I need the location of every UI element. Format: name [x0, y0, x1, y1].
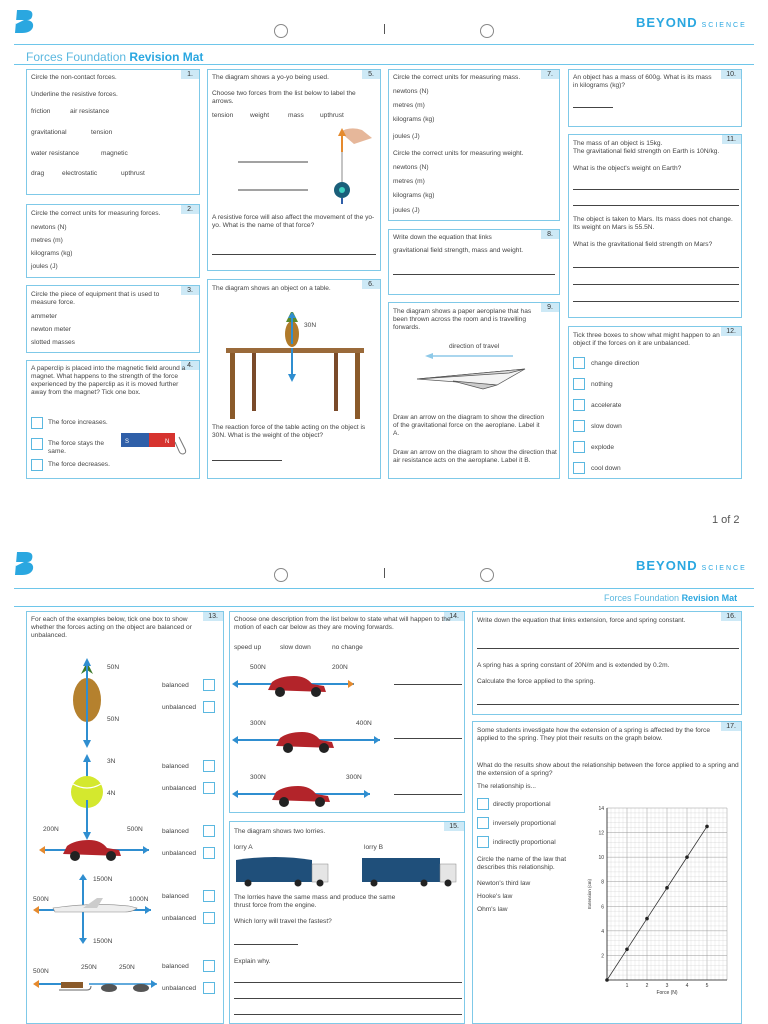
- answer-line[interactable]: [234, 982, 462, 983]
- force-label: 50N: [107, 664, 120, 671]
- prompt: What is the gravitational field strength on Mars?: [573, 241, 713, 248]
- force-label: 300N: [346, 774, 362, 781]
- answer-line[interactable]: [573, 189, 739, 190]
- unbalanced-label: unbalanced: [162, 915, 197, 922]
- force-label: 200N: [43, 826, 59, 833]
- word-option[interactable]: upthrust: [320, 112, 344, 119]
- option-label: The force stays the same.: [48, 440, 105, 455]
- unbalanced-tick-box[interactable]: [203, 701, 215, 713]
- question-number: 2.: [181, 205, 199, 214]
- question-number: 3.: [181, 286, 199, 295]
- answer-line[interactable]: [393, 274, 555, 275]
- lorry-a-diagram: [234, 856, 332, 888]
- balanced-label: balanced: [162, 963, 189, 970]
- word-option[interactable]: speed up: [234, 644, 262, 651]
- option-label: indirectly proportional: [493, 839, 556, 846]
- answer-line[interactable]: [477, 648, 739, 649]
- question-number: 7.: [541, 70, 559, 79]
- car-diagram: [232, 670, 356, 700]
- option-label: cool down: [591, 465, 621, 472]
- prompt: The gravitational field strength on Earth is 10N/kg.: [573, 148, 720, 155]
- punch-hole-left: [274, 568, 288, 582]
- answer-line[interactable]: [234, 1014, 462, 1015]
- question-number: 16.: [721, 612, 741, 621]
- y-tick-label: 2: [601, 953, 604, 960]
- balanced-label: balanced: [162, 682, 189, 689]
- balanced-label: balanced: [162, 893, 189, 900]
- option-label: The force decreases.: [48, 461, 110, 468]
- prompt: The diagram shows a paper aeroplane that has been thrown across the room and is travelling forwards.: [393, 308, 532, 331]
- question-5: [207, 69, 381, 271]
- tick-box[interactable]: [31, 438, 43, 450]
- prompt: The lorries have the same mass and produce the same thrust force from the engine.: [234, 894, 396, 909]
- balanced-tick-box[interactable]: [203, 825, 215, 837]
- option-label: The force increases.: [48, 419, 108, 426]
- force-label: 4N: [107, 790, 116, 797]
- force-label: 1500N: [93, 938, 113, 945]
- x-tick-label: 5: [705, 983, 709, 989]
- beyond-logo-icon: [14, 550, 36, 581]
- option-label: explode: [591, 444, 615, 451]
- paper-aeroplane-diagram: [413, 353, 539, 393]
- magnet-icon: [119, 429, 191, 457]
- x-tick-label: 3: [665, 983, 669, 989]
- tick-box[interactable]: [477, 798, 489, 810]
- prompt: A spring has a spring constant of 20N/m and is extended by 0.2m.: [477, 662, 670, 669]
- lorry-b-diagram: [360, 856, 458, 888]
- beyond-logo-icon: [14, 8, 36, 41]
- question-13: [26, 611, 224, 1024]
- header-rule: [14, 588, 754, 589]
- unit-option[interactable]: joules (J): [393, 133, 420, 140]
- prompt: Explain why.: [234, 958, 271, 965]
- balanced-label: balanced: [162, 763, 189, 770]
- prompt: A paperclip is placed into the magnetic field around a magnet. What happens to the strength of the force experienced by the paperclip as it is moved further away from the magnet? Tick one box.: [31, 365, 186, 396]
- title-rule: [14, 64, 754, 65]
- option-label: directly proportional: [493, 801, 551, 808]
- spring-extension-chart: [585, 802, 735, 1002]
- prompt: Choose one description from the list below to state what will happen to the motion of each car below as they are moving forwards.: [234, 616, 451, 631]
- force-label: 500N: [250, 664, 266, 671]
- unit-option[interactable]: newtons (N): [393, 88, 429, 95]
- lorry-label: lorry B: [364, 844, 384, 851]
- prompt: The object is taken to Mars. Its mass does not change. Its weight on Mars is 55.5N.: [573, 216, 733, 231]
- unbalanced-label: unbalanced: [162, 850, 197, 857]
- page-number: 1 of 2: [712, 514, 740, 526]
- force-label: 500N: [33, 968, 49, 975]
- answer-line[interactable]: [212, 254, 376, 255]
- answer-line[interactable]: [573, 205, 739, 206]
- car-diagram: [232, 726, 382, 756]
- y-tick-label: 12: [598, 830, 604, 837]
- question-4: [26, 360, 200, 479]
- tick-box[interactable]: [573, 357, 585, 369]
- tennis-ball-diagram: [67, 754, 107, 844]
- tick-box[interactable]: [477, 817, 489, 829]
- table-diagram: [222, 312, 372, 422]
- unit-option[interactable]: joules (J): [393, 207, 420, 214]
- y-tick-label: 14: [598, 806, 604, 812]
- tick-box[interactable]: [573, 420, 585, 432]
- tick-box[interactable]: [573, 441, 585, 453]
- header-rule: [14, 44, 754, 45]
- unbalanced-label: unbalanced: [162, 785, 197, 792]
- chart-grid: [607, 808, 727, 980]
- question-number: 17.: [721, 722, 741, 731]
- question-number: 11.: [722, 135, 741, 144]
- word-option[interactable]: air resistance: [70, 108, 110, 115]
- answer-line[interactable]: [573, 107, 613, 108]
- prompt: The diagram shows an object on a table.: [212, 285, 331, 292]
- word-option[interactable]: tension: [212, 112, 234, 119]
- svg-text:N: N: [165, 439, 170, 445]
- tick-box[interactable]: [573, 378, 585, 390]
- answer-line[interactable]: [394, 738, 462, 739]
- answer-line[interactable]: [394, 794, 462, 795]
- y-tick-label: 4: [601, 928, 604, 935]
- word-option[interactable]: drag: [31, 170, 45, 177]
- car-diagram: [232, 780, 372, 810]
- answer-line[interactable]: [573, 284, 739, 285]
- x-tick-label: 2: [645, 983, 649, 989]
- prompt: The diagram shows a yo-yo being used.: [212, 74, 329, 81]
- prompt: An object has a mass of 600g. What is its mass in kilograms (kg)?: [573, 74, 712, 89]
- question-1: [26, 69, 200, 195]
- question-11: [568, 134, 742, 318]
- word-option[interactable]: slow down: [280, 644, 311, 651]
- force-label: 30N: [304, 322, 317, 329]
- prompt: gravitational field strength, mass and weight.: [393, 247, 524, 254]
- question-12: [568, 326, 742, 479]
- law-option[interactable]: Hooke's law: [477, 893, 513, 900]
- prompt: The reaction force of the table acting on the object is 30N. What is the weight of the object?: [212, 424, 366, 439]
- page-title: Forces Foundation Revision Mat: [604, 593, 738, 603]
- force-label: 500N: [33, 896, 49, 903]
- balanced-label: balanced: [162, 828, 189, 835]
- y-tick-label: 8: [601, 879, 604, 886]
- unbalanced-tick-box[interactable]: [203, 912, 215, 924]
- brand-name: BEYOND SCIENCE: [636, 558, 747, 573]
- question-number: 8.: [541, 230, 559, 239]
- answer-line[interactable]: [394, 684, 462, 685]
- question-number: 4.: [181, 361, 199, 370]
- unbalanced-label: unbalanced: [162, 985, 197, 992]
- question-number: 1.: [181, 70, 199, 79]
- data-point: [705, 825, 709, 829]
- unit-option[interactable]: metres (m): [393, 102, 425, 109]
- pineapple-diagram: [67, 656, 107, 752]
- question-3: [26, 285, 200, 353]
- question-number: 13.: [203, 612, 223, 621]
- unit-option[interactable]: kilograms (kg): [393, 116, 435, 123]
- prompt: A resistive force will also affect the movement of the yo-yo. What is the name of that force?: [212, 214, 375, 229]
- force-label: 200N: [332, 664, 348, 671]
- word-option[interactable]: water resistance: [31, 150, 80, 157]
- force-label: 500N: [127, 826, 143, 833]
- punch-hole-left: [274, 24, 288, 38]
- question-15: [229, 821, 465, 1024]
- tick-box[interactable]: [31, 459, 43, 471]
- force-label: 1000N: [129, 896, 149, 903]
- word-option[interactable]: tension: [91, 129, 113, 136]
- question-6: [207, 279, 381, 479]
- prompt: Which lorry will travel the fastest?: [234, 918, 332, 925]
- question-14: [229, 611, 465, 813]
- prompt: Circle the correct units for measuring forces.: [31, 210, 161, 217]
- option-label: accelerate: [591, 402, 622, 409]
- balanced-tick-box[interactable]: [203, 760, 215, 772]
- page-2: [0, 540, 768, 1024]
- unbalanced-tick-box[interactable]: [203, 782, 215, 794]
- word-option[interactable]: magnetic: [101, 150, 128, 157]
- option-label: inversely proportional: [493, 820, 556, 827]
- answer-line[interactable]: [234, 944, 298, 945]
- prompt: What do the results show about the relationship between the force applied to a spring and the extension of a spring?: [477, 762, 739, 777]
- y-tick-label: 6: [601, 904, 604, 911]
- prompt: Circle the correct units for measuring mass.: [393, 74, 521, 81]
- force-label: 300N: [250, 720, 266, 727]
- answer-line[interactable]: [212, 460, 282, 461]
- equipment-option[interactable]: ammeter: [31, 313, 58, 320]
- unbalanced-label: unbalanced: [162, 704, 197, 711]
- question-number: 9.: [541, 303, 559, 312]
- word-option[interactable]: weight: [250, 112, 270, 119]
- y-tick-label: 10: [598, 855, 604, 862]
- title-rule: [14, 606, 754, 607]
- force-label: 250N: [119, 964, 135, 971]
- data-point: [665, 886, 669, 890]
- word-option[interactable]: upthrust: [121, 170, 145, 177]
- unbalanced-tick-box[interactable]: [203, 847, 215, 859]
- fold-mark: [384, 24, 385, 34]
- svg-text:S: S: [125, 439, 130, 445]
- prompt: The relationship is...: [477, 783, 537, 790]
- answer-line[interactable]: [477, 704, 739, 705]
- word-option[interactable]: no change: [332, 644, 363, 651]
- question-2: [26, 204, 200, 278]
- prompt: Some students investigate how the extension of a spring is affected by the force applied to the spring. They plot their results on the graph below.: [477, 727, 710, 742]
- word-option[interactable]: gravitational: [31, 129, 67, 136]
- question-10: [568, 69, 742, 127]
- word-option[interactable]: friction: [31, 108, 51, 115]
- unit-option[interactable]: newtons (N): [393, 164, 429, 171]
- answer-line[interactable]: [573, 267, 739, 268]
- law-option[interactable]: Newton's third law: [477, 880, 531, 887]
- prompt: The diagram shows two lorries.: [234, 828, 326, 835]
- prompt: Calculate the force applied to the spring.: [477, 678, 596, 685]
- option-label: change direction: [591, 360, 640, 367]
- x-tick-label: 1: [625, 983, 629, 989]
- direction-label: direction of travel: [449, 343, 500, 350]
- force-label: 250N: [81, 964, 97, 971]
- brand-name: BEYOND SCIENCE: [636, 15, 747, 30]
- question-number: 10.: [721, 70, 741, 79]
- prompt: Circle the non-contact forces.: [31, 74, 117, 81]
- word-option[interactable]: mass: [288, 112, 304, 119]
- data-point: [645, 917, 649, 921]
- law-option[interactable]: Ohm's law: [477, 906, 508, 913]
- answer-line[interactable]: [234, 998, 462, 999]
- car-diagram: [39, 834, 151, 866]
- data-point: [685, 855, 689, 859]
- question-number: 5.: [362, 70, 380, 79]
- unbalanced-tick-box[interactable]: [203, 982, 215, 994]
- prompt: Draw an arrow on the diagram to show the direction of the gravitational force on the aeroplane. Label it A.: [393, 414, 544, 437]
- equipment-option[interactable]: newton meter: [31, 326, 71, 333]
- lorry-label: lorry A: [234, 844, 253, 851]
- prompt: Draw an arrow on the diagram to show the direction that air resistance acts on the aeroplane. Label it B.: [393, 449, 557, 464]
- prompt: The mass of an object is 15kg.: [573, 140, 663, 147]
- prompt: Circle the correct units for measuring weight.: [393, 150, 524, 157]
- x-axis-label: Force (N): [656, 990, 678, 996]
- data-point: [625, 947, 629, 951]
- force-label: 50N: [107, 716, 120, 723]
- force-label: 1500N: [93, 876, 113, 883]
- question-17: [472, 721, 742, 1024]
- page-title: Forces Foundation Revision Mat: [26, 50, 204, 64]
- sled-dogs-diagram: [33, 972, 159, 1002]
- question-7: [388, 69, 560, 221]
- prompt: Write down the equation that links: [393, 234, 492, 241]
- fold-mark: [384, 568, 385, 578]
- unit-option[interactable]: metres (m): [31, 237, 63, 244]
- yo-yo-diagram: [232, 122, 382, 206]
- question-9: [388, 302, 560, 479]
- option-label: nothing: [591, 381, 613, 388]
- prompt: Write down the equation that links extension, force and spring constant.: [477, 617, 686, 624]
- unit-option[interactable]: kilograms (kg): [31, 250, 73, 257]
- word-option[interactable]: electrostatic: [62, 170, 98, 177]
- prompt: Circle the name of the law that describes this relationship.: [477, 856, 567, 871]
- y-axis-label: Extension (cm): [587, 878, 592, 910]
- aeroplane-diagram: [33, 874, 153, 944]
- force-label: 3N: [107, 758, 116, 765]
- balanced-tick-box[interactable]: [203, 890, 215, 902]
- prompt: What is the object's weight on Earth?: [573, 165, 682, 172]
- tick-box[interactable]: [477, 836, 489, 848]
- force-label: 300N: [250, 774, 266, 781]
- unit-option[interactable]: kilograms (kg): [393, 192, 435, 199]
- x-tick-label: 4: [685, 983, 689, 989]
- tick-box[interactable]: [573, 462, 585, 474]
- tick-box[interactable]: [573, 399, 585, 411]
- unit-option[interactable]: newtons (N): [31, 224, 67, 231]
- question-number: 15.: [444, 822, 464, 831]
- question-16: [472, 611, 742, 715]
- question-8: [388, 229, 560, 295]
- prompt: Tick three boxes to show what might happen to an object if the forces on it are unbalanced.: [573, 332, 720, 347]
- punch-hole-right: [480, 24, 494, 38]
- unit-option[interactable]: metres (m): [393, 178, 425, 185]
- force-label: 400N: [356, 720, 372, 727]
- prompt: Circle the piece of equipment that is used to measure force.: [31, 291, 160, 306]
- data-point: [605, 978, 609, 982]
- balanced-tick-box[interactable]: [203, 679, 215, 691]
- balanced-tick-box[interactable]: [203, 960, 215, 972]
- option-label: slow down: [591, 423, 622, 430]
- question-number: 14.: [444, 612, 464, 621]
- prompt: Underline the resistive forces.: [31, 91, 118, 98]
- best-fit-line: [607, 826, 707, 980]
- punch-hole-right: [480, 568, 494, 582]
- tick-box[interactable]: [31, 417, 43, 429]
- question-number: 6.: [362, 280, 380, 289]
- question-number: 12.: [721, 327, 741, 336]
- equipment-option[interactable]: slotted masses: [31, 339, 75, 346]
- prompt: Choose two forces from the list below to label the arrows.: [212, 90, 356, 105]
- prompt: For each of the examples below, tick one box to show whether the forces acting on the object are balanced or unbalanced.: [31, 616, 192, 639]
- answer-line[interactable]: [573, 301, 739, 302]
- unit-option[interactable]: joules (J): [31, 263, 58, 270]
